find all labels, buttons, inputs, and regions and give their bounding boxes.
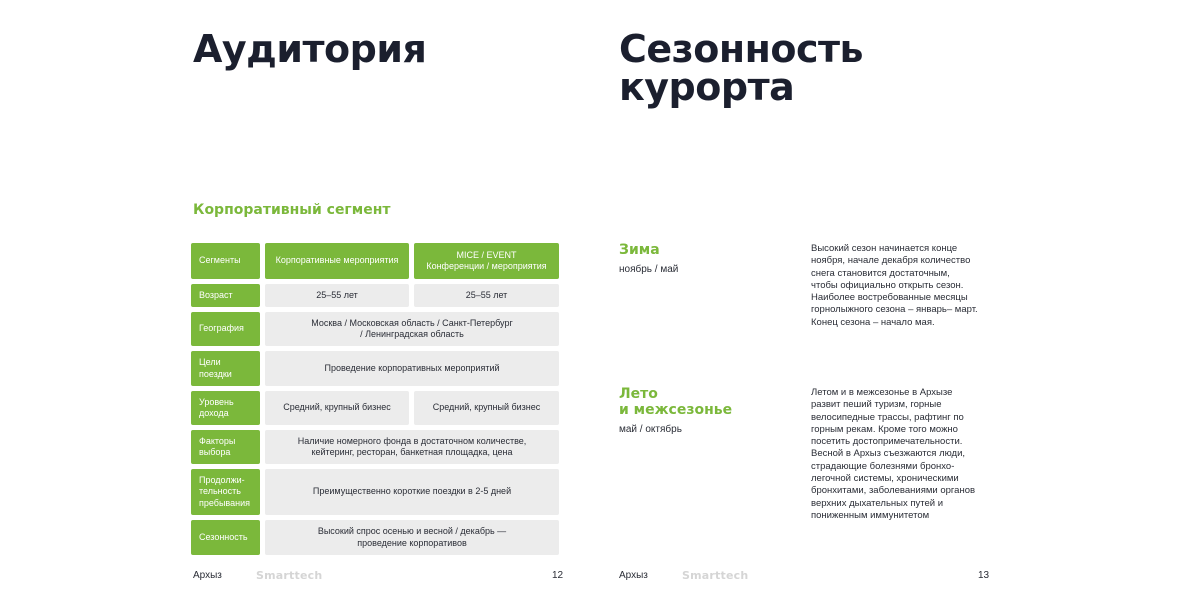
age-corporate: 25–55 лет (265, 284, 409, 307)
footer-brand-logo: Smarttech (256, 569, 323, 582)
table-row (191, 312, 559, 346)
table-row (191, 284, 559, 307)
table-row (191, 351, 559, 386)
season-winter-name: Зима (619, 242, 660, 258)
page-number: 12 (552, 570, 564, 581)
season-summer-text: Летом и в межсезонье в Архызе развит пеший туризм, горные велосипедные трассы, рафтинг по горным рекам. Кроме того можно посетить достопримечательности. Весной в Архыз съезжаются люди, страдающие болезнями бронхо- легочной системы, хроническими бронхитами, заболеваниями органов верхних дыхательных путей и пониженным иммунитетом (811, 387, 976, 521)
row-label-stay-duration: Продолжи- тельность пребывания (191, 469, 260, 515)
season-summer-period: май / октябрь (619, 424, 682, 435)
audience-table (191, 243, 559, 560)
row-label-trip-goals: Цели поездки (191, 351, 260, 386)
geography-value: Москва / Московская область / Санкт-Петербург / Ленинградская область (265, 312, 559, 346)
table-row (191, 469, 559, 515)
row-label-income: Уровень дохода (191, 391, 260, 425)
stay-duration-value: Преимущественно короткие поездки в 2-5 дней (265, 469, 559, 515)
income-corporate: Средний, крупный бизнес (265, 391, 409, 425)
header-label: Сегменты (191, 243, 260, 279)
right-page (590, 0, 1180, 600)
seasonality-value: Высокий спрос осенью и весной / декабрь — проведение корпоративов (265, 520, 559, 555)
footer-city: Архыз (193, 570, 222, 581)
page-title-audience: Аудитория (193, 27, 427, 71)
table-row (191, 430, 559, 464)
season-winter-text: Высокий сезон начинается конце ноября, начале декабря количество снега становится достаточным, чтобы официально открыть сезон. Наиболее востребованные месяцы горнолыжного сезона – январь– март. Конец сезона – начало мая. (811, 243, 978, 328)
table-row (191, 391, 559, 425)
season-summer-name: Лето и межсезонье (619, 386, 733, 418)
row-label-geography: География (191, 312, 260, 346)
trip-goals-value: Проведение корпоративных мероприятий (265, 351, 559, 386)
segment-title: Корпоративный сегмент (193, 202, 391, 218)
header-mice-event: MICE / EVENT Конференции / мероприятия (414, 243, 559, 279)
page-number: 13 (978, 570, 990, 581)
row-label-choice-factors: Факторы выбора (191, 430, 260, 464)
table-header-row (191, 243, 559, 279)
row-label-seasonality: Сезонность (191, 520, 260, 555)
table-row (191, 520, 559, 555)
footer-city: Архыз (619, 570, 648, 581)
season-winter-period: ноябрь / май (619, 264, 679, 275)
header-corporate-events: Корпоративные мероприятия (265, 243, 409, 279)
income-mice: Средний, крупный бизнес (414, 391, 559, 425)
choice-factors-value: Наличие номерного фонда в достаточном количестве, кейтеринг, ресторан, банкетная площадка, цена (265, 430, 559, 464)
age-mice: 25–55 лет (414, 284, 559, 307)
footer-brand-logo: Smarttech (682, 569, 749, 582)
row-label-age: Возраст (191, 284, 260, 307)
page-title-seasonality: Сезонность курорта (619, 27, 864, 109)
